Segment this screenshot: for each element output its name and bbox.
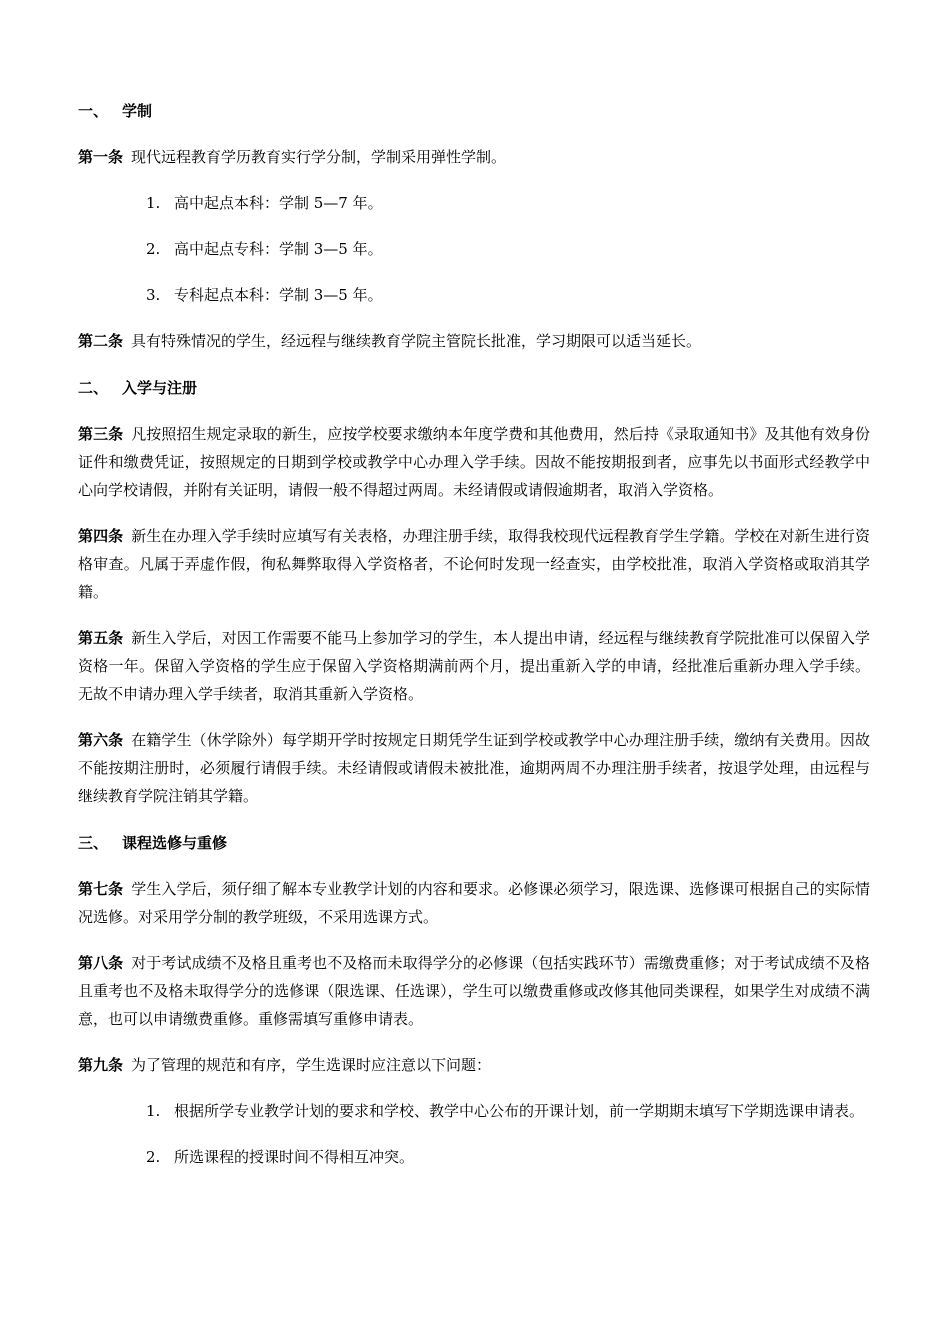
list-item-text: 高中起点专科：学制 3—5 年。 [174, 240, 383, 258]
article-label: 第九条 [78, 1056, 124, 1074]
list-item-number: 1. [146, 1102, 161, 1120]
article-label: 第二条 [78, 332, 124, 350]
article-text: 为了管理的规范和有序，学生选课时应注意以下问题： [131, 1056, 492, 1074]
article-text: 学生入学后，须仔细了解本专业教学计划的内容和要求。必修课必须学习，限选课、选修课可根据自己的实际情况选修。对采用学分制的教学班级，不采用选课方式。 [78, 880, 870, 926]
list-item-number: 2. [146, 240, 161, 258]
section-number: 一、 [78, 102, 109, 120]
list-item-number: 2. [146, 1148, 161, 1166]
article-text: 新生在办理入学手续时应填写有关表格，办理注册手续，取得我校现代远程教育学生学籍。学校在对新生进行资格审查。凡属于弄虚作假，徇私舞弊取得入学资格者，不论何时发现一经查实，由学校批准，取消入学资格或取消其学籍。 [78, 527, 870, 601]
article-text: 在籍学生（休学除外）每学期开学时按规定日期凭学生证到学校或教学中心办理注册手续，缴纳有关费用。因故不能按期注册时，必须履行请假手续。未经请假或请假未被批准，逾期两周不办理注册手续者，按退学处理，由远程与继续教育学院注销其学籍。 [78, 731, 870, 805]
list-item [146, 189, 870, 217]
article-label: 第八条 [78, 954, 124, 972]
section-title: 学制 [122, 102, 153, 120]
section-heading-2 [78, 373, 870, 403]
article-6 [78, 726, 870, 810]
list-item-text: 专科起点本科：学制 3—5 年。 [174, 286, 383, 304]
article-text: 对于考试成绩不及格且重考也不及格而未取得学分的必修课（包括实践环节）需缴费重修；对于考试成绩不及格且重考也不及格未取得学分的选修课（限选课、任选课），学生可以缴费重修或改修其他同类课程，如果学生对成绩不满意，也可以申请缴费重修。重修需填写重修申请表。 [78, 954, 870, 1028]
article-label: 第七条 [78, 880, 124, 898]
article-8 [78, 949, 870, 1033]
article-1 [78, 143, 870, 171]
article-3 [78, 420, 870, 504]
article-label: 第三条 [78, 425, 124, 443]
article-label: 第一条 [78, 148, 124, 166]
list-item-text: 高中起点本科：学制 5—7 年。 [174, 194, 383, 212]
article-label: 第四条 [78, 527, 124, 545]
list-item-number: 3. [146, 286, 161, 304]
article-text: 新生入学后，对因工作需要不能马上参加学习的学生，本人提出申请，经远程与继续教育学院批准可以保留入学资格一年。保留入学资格的学生应于保留入学资格期满前两个月，提出重新入学的申请，经批准后重新办理入学手续。无故不申请办理入学手续者，取消其重新入学资格。 [78, 629, 870, 703]
article-2 [78, 327, 870, 355]
list-item-text: 根据所学专业教学计划的要求和学校、教学中心公布的开课计划，前一学期期末填写下学期选课申请表。 [174, 1102, 865, 1120]
list-item-number: 1. [146, 194, 161, 212]
article-text: 现代远程教育学历教育实行学分制，学制采用弹性学制。 [131, 148, 507, 166]
list-item [146, 1097, 870, 1125]
section-heading-1 [78, 96, 870, 126]
article-5 [78, 624, 870, 708]
list-item [146, 1143, 870, 1171]
list-item-text: 所选课程的授课时间不得相互冲突。 [174, 1148, 415, 1166]
article-7 [78, 875, 870, 931]
article-text: 凡按照招生规定录取的新生，应按学校要求缴纳本年度学费和其他费用，然后持《录取通知书》及其他有效身份证件和缴费凭证，按照规定的日期到学校或教学中心办理入学手续。因故不能按期报到者，应事先以书面形式经教学中心向学校请假，并附有关证明，请假一般不得超过两周。未经请假或请假逾期者，取消入学资格。 [78, 425, 870, 499]
list-item [146, 235, 870, 263]
article-label: 第六条 [78, 731, 124, 749]
article-4 [78, 522, 870, 606]
section-title: 入学与注册 [122, 379, 198, 397]
section-number: 二、 [78, 379, 109, 397]
section-heading-3 [78, 828, 870, 858]
section-title: 课程选修与重修 [122, 834, 228, 852]
article-text: 具有特殊情况的学生，经远程与继续教育学院主管院长批准，学习期限可以适当延长。 [131, 332, 702, 350]
list-item [146, 281, 870, 309]
section-number: 三、 [78, 834, 109, 852]
article-9 [78, 1051, 870, 1079]
article-label: 第五条 [78, 629, 124, 647]
